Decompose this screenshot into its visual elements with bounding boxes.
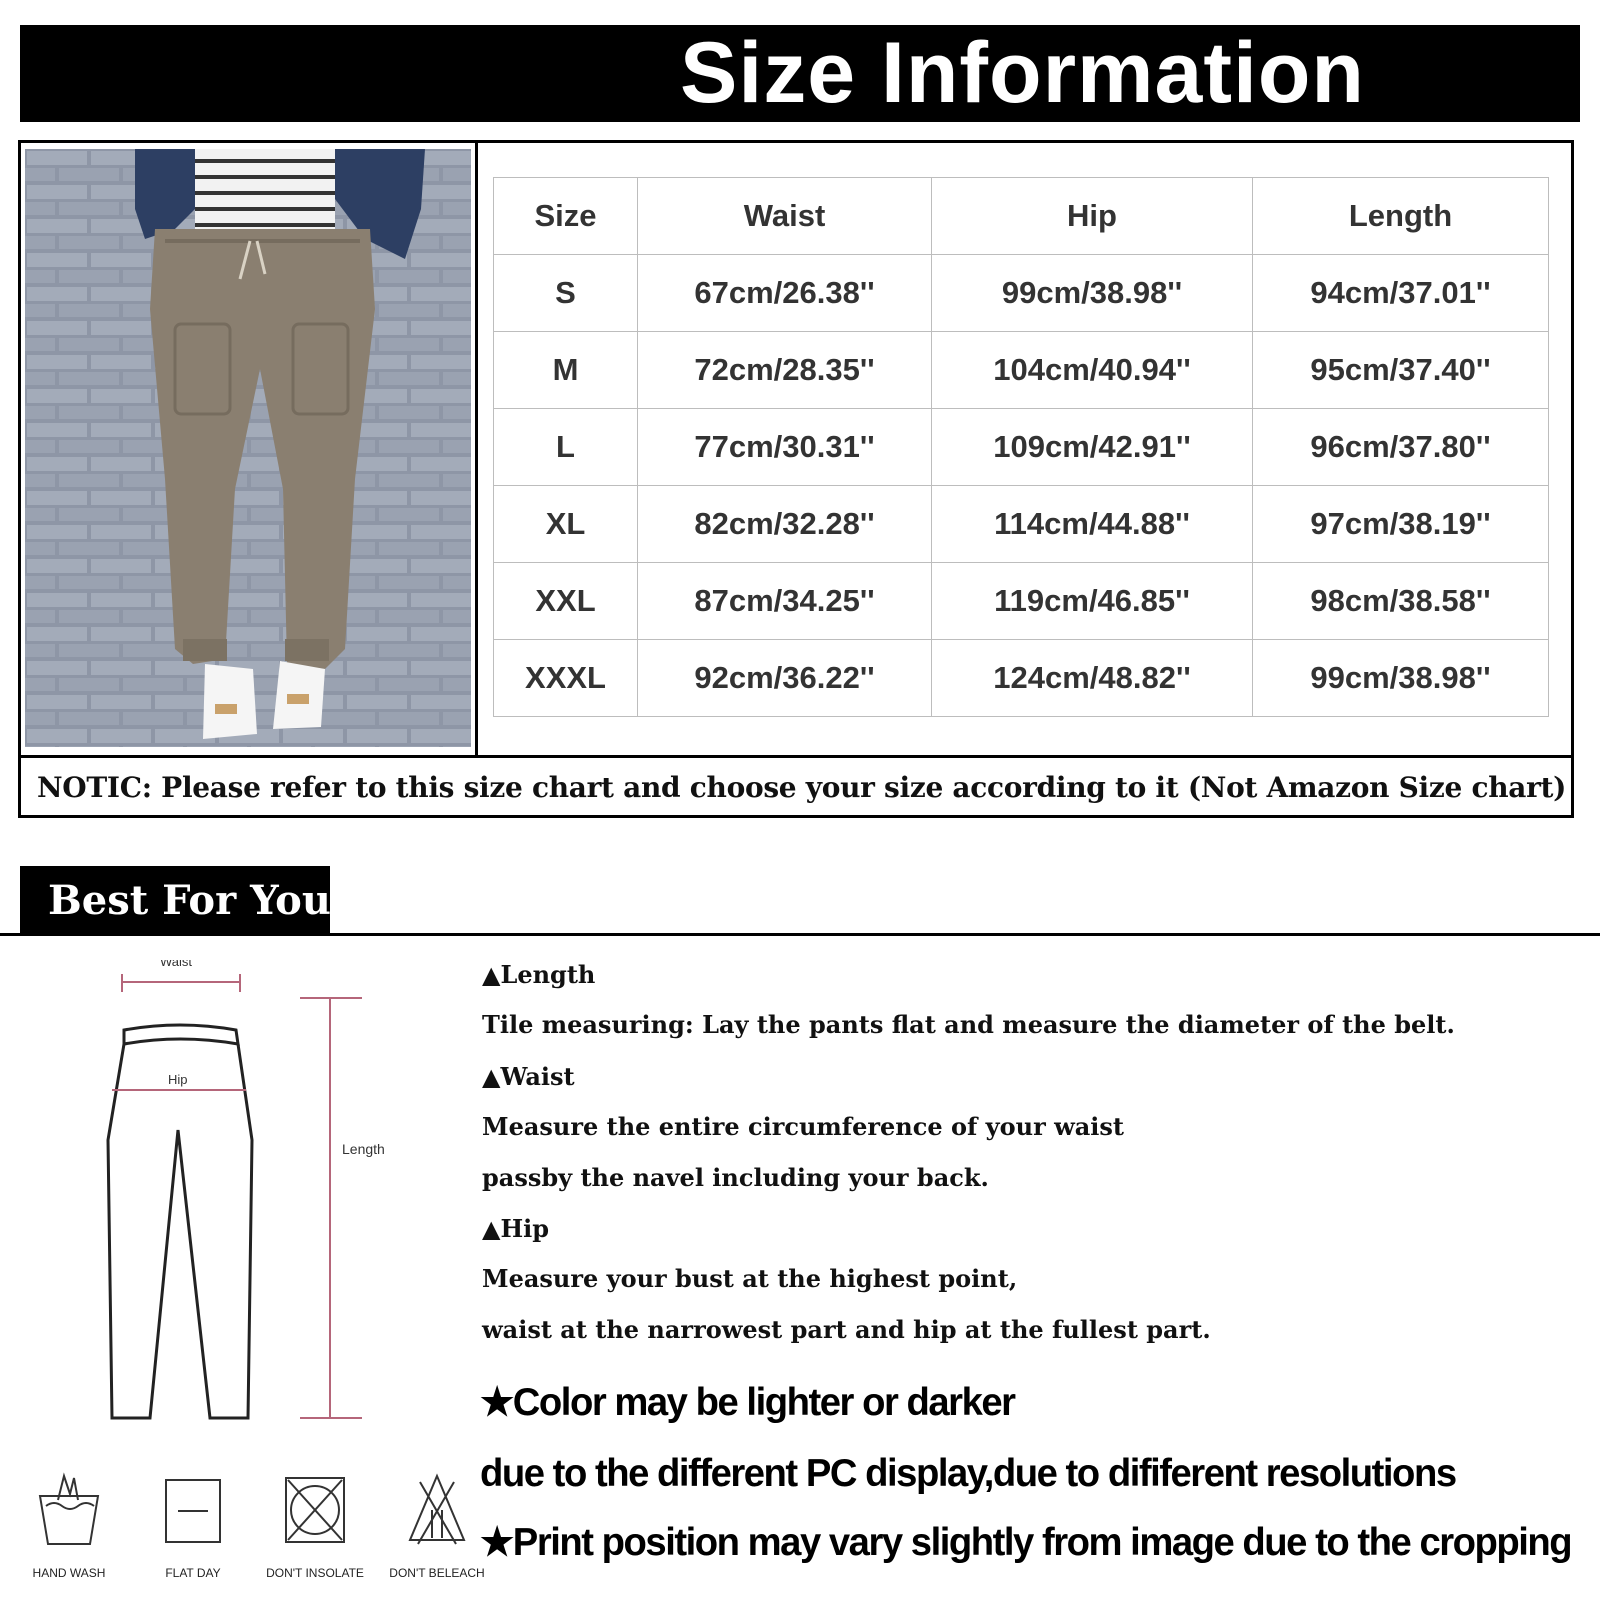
waist-cell: 92cm/36.22'' bbox=[638, 640, 932, 717]
length-cell: 95cm/37.40'' bbox=[1253, 332, 1549, 409]
length-title: ▲Length bbox=[482, 960, 596, 989]
waist-text-1: Measure the entire circumference of your waist bbox=[482, 1112, 1125, 1141]
care-label: DON'T INSOLATE bbox=[266, 1566, 364, 1580]
hip-cell: 114cm/44.88'' bbox=[932, 486, 1253, 563]
best-for-you-tab: Best For You bbox=[20, 866, 330, 936]
pants-outline-icon bbox=[60, 960, 420, 1430]
col-header-size: Size bbox=[494, 178, 638, 255]
care-label: HAND WASH bbox=[32, 1566, 106, 1580]
length-label: Length bbox=[342, 1141, 385, 1157]
table-row bbox=[494, 255, 1549, 332]
hip-text-1: Measure your bust at the highest point, bbox=[482, 1264, 1018, 1293]
product-photo-image bbox=[25, 149, 471, 747]
size-notice: NOTIC: Please refer to this size chart and choose your size according to it (Not Amazon Size chart) bbox=[21, 755, 1571, 815]
hip-title: ▲Hip bbox=[482, 1214, 550, 1243]
length-text: Tile measuring: Lay the pants flat and measure the diameter of the belt. bbox=[482, 1010, 1455, 1039]
flat-dry-icon bbox=[158, 1470, 228, 1550]
hip-cell: 104cm/40.94'' bbox=[932, 332, 1253, 409]
page-title: Size Information bbox=[680, 25, 1365, 121]
title-bar bbox=[20, 25, 1580, 122]
waist-label: Waist bbox=[160, 960, 193, 969]
color-note-2: due to the different PC display,due to dififerent resolutions bbox=[480, 1452, 1456, 1495]
waist-cell: 77cm/30.31'' bbox=[638, 409, 932, 486]
size-cell: M bbox=[494, 332, 638, 409]
waist-cell: 82cm/32.28'' bbox=[638, 486, 932, 563]
length-cell: 96cm/37.80'' bbox=[1253, 409, 1549, 486]
size-cell: S bbox=[494, 255, 638, 332]
hip-cell: 109cm/42.91'' bbox=[932, 409, 1253, 486]
size-cell: L bbox=[494, 409, 638, 486]
size-cell: XL bbox=[494, 486, 638, 563]
length-cell: 99cm/38.98'' bbox=[1253, 640, 1549, 717]
col-header-length: Length bbox=[1253, 178, 1549, 255]
waist-cell: 87cm/34.25'' bbox=[638, 563, 932, 640]
col-header-hip: Hip bbox=[932, 178, 1253, 255]
hip-cell: 99cm/38.98'' bbox=[932, 255, 1253, 332]
size-info-box bbox=[18, 140, 1574, 818]
care-label: FLAT DAY bbox=[165, 1566, 221, 1580]
care-icons bbox=[14, 1470, 484, 1590]
color-note-1: ★Color may be lighter or darker bbox=[480, 1381, 1015, 1424]
waist-title: ▲Waist bbox=[482, 1062, 575, 1091]
print-note: ★Print position may vary slightly from image due to the cropping bbox=[480, 1521, 1572, 1564]
waist-cell: 67cm/26.38'' bbox=[638, 255, 932, 332]
care-label: DON'T BELEACH bbox=[389, 1566, 485, 1580]
table-row bbox=[494, 409, 1549, 486]
col-header-waist: Waist bbox=[638, 178, 932, 255]
table-header-row bbox=[494, 178, 1549, 255]
hand-wash-icon bbox=[34, 1470, 104, 1550]
table-row bbox=[494, 332, 1549, 409]
hip-cell: 124cm/48.82'' bbox=[932, 640, 1253, 717]
size-table bbox=[493, 177, 1549, 717]
table-row bbox=[494, 563, 1549, 640]
size-cell: XXL bbox=[494, 563, 638, 640]
table-row bbox=[494, 486, 1549, 563]
waist-text-2: passby the navel including your back. bbox=[482, 1163, 989, 1192]
section-divider bbox=[0, 933, 1600, 936]
table-row bbox=[494, 640, 1549, 717]
dont-insolate-icon bbox=[280, 1470, 350, 1550]
length-cell: 94cm/37.01'' bbox=[1253, 255, 1549, 332]
dont-bleach-icon bbox=[402, 1470, 472, 1550]
hip-cell: 119cm/46.85'' bbox=[932, 563, 1253, 640]
hip-label: Hip bbox=[168, 1072, 188, 1087]
measurement-diagram bbox=[60, 960, 420, 1434]
product-photo bbox=[21, 143, 478, 755]
length-cell: 97cm/38.19'' bbox=[1253, 486, 1549, 563]
length-cell: 98cm/38.58'' bbox=[1253, 563, 1549, 640]
size-table-wrap bbox=[493, 177, 1549, 717]
hip-text-2: waist at the narrowest part and hip at the fullest part. bbox=[482, 1315, 1211, 1344]
waist-cell: 72cm/28.35'' bbox=[638, 332, 932, 409]
size-cell: XXXL bbox=[494, 640, 638, 717]
